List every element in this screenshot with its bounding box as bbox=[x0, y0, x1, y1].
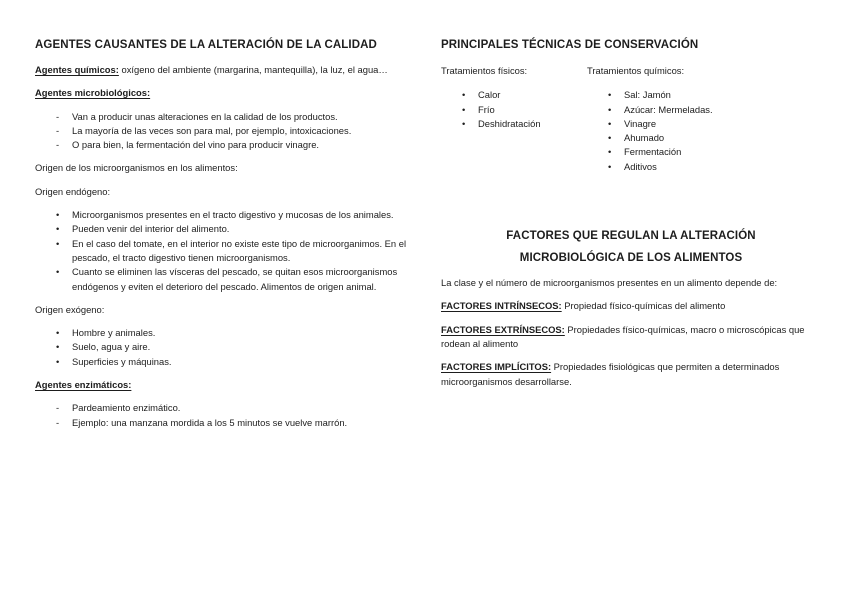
factor-extrinsecos-text: Propiedades físico-químicas, macro o microscópicas que rodean al alimento bbox=[441, 323, 805, 349]
list-item: • Microorganismos presentes en el tracto digestivo y mucosas de los animales. bbox=[72, 208, 427, 222]
factor-extrinsecos-label: FACTORES EXTRÍNSECOS: bbox=[441, 323, 565, 335]
list-item: • Hombre y animales. bbox=[72, 326, 427, 340]
list-item: - Pardeamiento enzimático. bbox=[72, 401, 427, 415]
list-item: • Azúcar: Mermeladas. bbox=[624, 103, 751, 117]
factores-intro: La clase y el número de microorganismos presentes en un alimento depende de: bbox=[441, 277, 778, 289]
fisicos-list bbox=[441, 88, 587, 131]
list-item: • Frío bbox=[478, 103, 587, 117]
tratamientos-fisicos-column bbox=[441, 64, 587, 174]
factor-extrinsecos bbox=[441, 323, 809, 352]
agentes-enzimaticos-label: Agentes enzimáticos: bbox=[35, 379, 132, 391]
list-item: - O para bien, la fermentación del vino para producir vinagre. bbox=[72, 138, 427, 152]
origen-intro: Origen de los microorganismos en los alimentos: bbox=[35, 162, 238, 174]
factor-intrinsecos bbox=[441, 299, 809, 313]
section-title-factores bbox=[441, 225, 821, 269]
origen-endogeno-label: Origen endógeno: bbox=[35, 185, 111, 197]
list-item: • Superficies y máquinas. bbox=[72, 355, 427, 369]
factores-title-line2: MICROBIOLÓGICA DE LOS ALIMENTOS bbox=[519, 252, 743, 265]
list-item: • Ahumado bbox=[624, 131, 751, 145]
exogeno-list bbox=[35, 326, 427, 369]
list-item: • Sal: Jamón bbox=[624, 88, 751, 102]
list-item: - La mayoría de las veces son para mal, por ejemplo, intoxicaciones. bbox=[72, 124, 427, 138]
agentes-quimicos-paragraph bbox=[35, 63, 401, 77]
agentes-quimicos-label: Agentes químicos: bbox=[35, 64, 119, 75]
microbiologicos-list bbox=[35, 110, 427, 153]
list-item: • Vinagre bbox=[624, 117, 751, 131]
list-item: • Pueden venir del interior del alimento. bbox=[72, 222, 427, 236]
origen-exogeno-label: Origen exógeno: bbox=[35, 303, 105, 315]
list-item: - Van a producir unas alteraciones en la calidad de los productos. bbox=[72, 110, 427, 124]
agentes-enzimaticos-heading bbox=[35, 378, 401, 392]
tratamientos-row bbox=[441, 64, 821, 174]
tratamientos-quimicos-label: Tratamientos químicos: bbox=[587, 65, 685, 76]
factor-implicitos bbox=[441, 360, 809, 389]
section-title-tecnicas-conservacion: PRINCIPALES TÉCNICAS DE CONSERVACIÓN bbox=[441, 39, 699, 51]
quimicos-list bbox=[587, 88, 751, 174]
list-item: • Fermentación bbox=[624, 145, 751, 159]
tratamientos-fisicos-label: Tratamientos físicos: bbox=[441, 65, 528, 76]
left-column bbox=[35, 38, 427, 439]
list-item: • Aditivos bbox=[624, 160, 751, 174]
agentes-microbiologicos-heading bbox=[35, 86, 401, 100]
list-item: • Cuanto se eliminen las vísceras del pescado, se quitan esos microorganismos endógenos y eviten el deterioro del pescado. Alimentos de origen animal. bbox=[72, 265, 427, 294]
factor-implicitos-label: FACTORES IMPLÍCITOS: bbox=[441, 361, 552, 373]
agentes-quimicos-text: oxígeno del ambiente (margarina, mantequilla), la luz, el agua… bbox=[118, 64, 388, 75]
section-title-agentes-calidad: AGENTES CAUSANTES DE LA ALTERACIÓN DE LA CALIDAD bbox=[35, 39, 377, 51]
endogeno-list bbox=[35, 208, 427, 294]
factor-intrinsecos-text: Propiedad físico-químicas del alimento bbox=[561, 300, 726, 312]
factor-intrinsecos-label: FACTORES INTRÍNSECOS: bbox=[441, 300, 562, 312]
factor-implicitos-text: Propiedades fisiológicas que permiten a determinados microorganismos desarrollarse. bbox=[441, 361, 780, 387]
list-item: • En el caso del tomate, en el interior no existe este tipo de microorganimos. En el pescado, el tracto digestivo tienen microorganismos. bbox=[72, 237, 427, 266]
list-item: • Deshidratación bbox=[478, 117, 587, 131]
list-item: • Calor bbox=[478, 88, 587, 102]
enzimaticos-list bbox=[35, 401, 427, 430]
agentes-microbiologicos-label: Agentes microbiológicos: bbox=[35, 87, 151, 99]
list-item: • Suelo, agua y aire. bbox=[72, 340, 427, 354]
right-column bbox=[441, 38, 821, 398]
tratamientos-quimicos-column bbox=[587, 64, 821, 174]
factores-title-line1: FACTORES QUE REGULAN LA ALTERACIÓN bbox=[506, 230, 756, 243]
list-item: - Ejemplo: una manzana mordida a los 5 minutos se vuelve marrón. bbox=[72, 416, 427, 430]
